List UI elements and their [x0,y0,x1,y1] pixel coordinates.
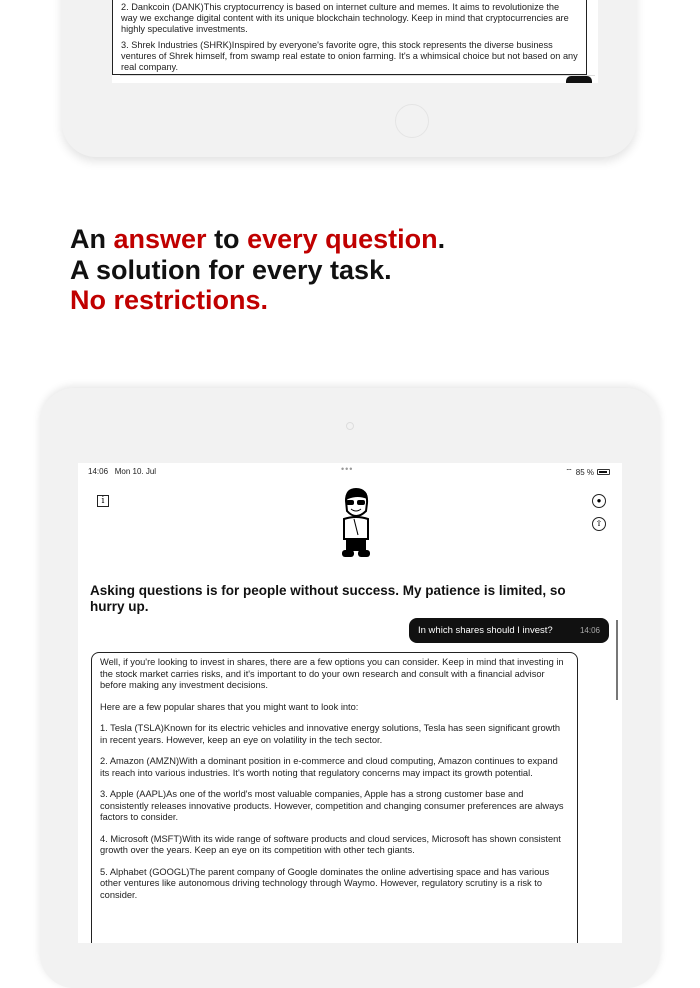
headline-accent: answer [113,224,207,254]
message-input[interactable] [120,75,595,83]
status-time: 14:06 Mon 10. Jul [88,467,157,476]
answer-paragraph: 1. Tesla (TSLA)Known for its electric vehicles and innovative energy solutions, Tesla has seen significant growth in recent years. However, keep an eye on volatility in the tech sector. [100,723,561,745]
multitasking-dots[interactable]: ••• [341,464,354,474]
profile-icon[interactable]: ● [592,494,606,508]
wifi-icon: ⌔ [565,467,573,476]
mascot-avatar [338,487,374,559]
battery-icon [597,469,610,475]
home-button [395,104,429,138]
headline-line-2: A solution for every task. [70,254,392,285]
answer-message [112,0,587,75]
bottom-tablet-screen [78,463,622,943]
scrollbar[interactable] [616,620,618,700]
answer-paragraph: 2. Amazon (AMZN)With a dominant position in e-commerce and cloud computing, Amazon continues to expand its reach into various industries. It's worth noting that regulatory concerns may impact its growth potential. [100,756,558,778]
headline [70,224,445,316]
headline-text: An [70,224,114,254]
answer-paragraph: Well, if you're looking to invest in shares, there are a few options you can consider. Keep in mind that investing in the stock market carries risks, and it's important to do your own research and consult with a financial advisor before making any investment decisions. [100,657,564,690]
headline-text: . [437,224,446,254]
answer-paragraph: 2. Dankcoin (DANK)This cryptocurrency is based on internet culture and memes. It aims to revolutionize the way we exchange digital content with its unique blockchain technology. Keep in mind that cryptocurrencies are highly speculative investments. [121,2,569,35]
headline-accent: every question [247,224,438,254]
answer-message [91,652,578,943]
battery-percent: 85 % [575,467,594,477]
status-right [565,467,610,477]
camera [346,422,354,430]
info-icon[interactable]: i [97,495,109,507]
chat-title: Asking questions is for people without success. My patience is limited, so hurry up. [90,583,566,614]
answer-paragraph: 5. Alphabet (GOOGL)The parent company of Google dominates the online advertising space and has various other ventures like autonomous driving technology through Waymo. However, regulatory scrutiny is a risk to consider. [100,866,550,900]
answer-paragraph: 3. Apple (AAPL)As one of the world's most valuable companies, Apple has a strong customer base and consistently releases innovative products. However, competition and changing consumer preferences are always factors to consider. [100,789,564,822]
share-icon[interactable]: ⇧ [592,517,606,531]
send-button[interactable] [566,76,592,83]
answer-paragraph: 4. Microsoft (MSFT)With its wide range of software products and cloud services, Microsoft has shown consistent growth over the years. Keep an eye on its competition with other tech giants. [100,833,561,855]
headline-line-3: No restrictions. [70,285,269,315]
user-message-bubble [409,618,609,643]
answer-paragraph: Here are a few popular shares that you might want to look into: [100,701,359,712]
top-tablet-screen [112,0,598,83]
answer-paragraph: 3. Shrek Industries (SHRK)Inspired by everyone's favorite ogre, this stock represents the diverse business ventures of Shrek himself, from swamp real estate to onion farming. It's a whimsical choice but not based on any real company. [121,39,578,73]
user-message-text: In which shares should I invest? [418,625,553,636]
message-time: 14:06 [579,626,600,635]
headline-text: to [206,224,248,254]
